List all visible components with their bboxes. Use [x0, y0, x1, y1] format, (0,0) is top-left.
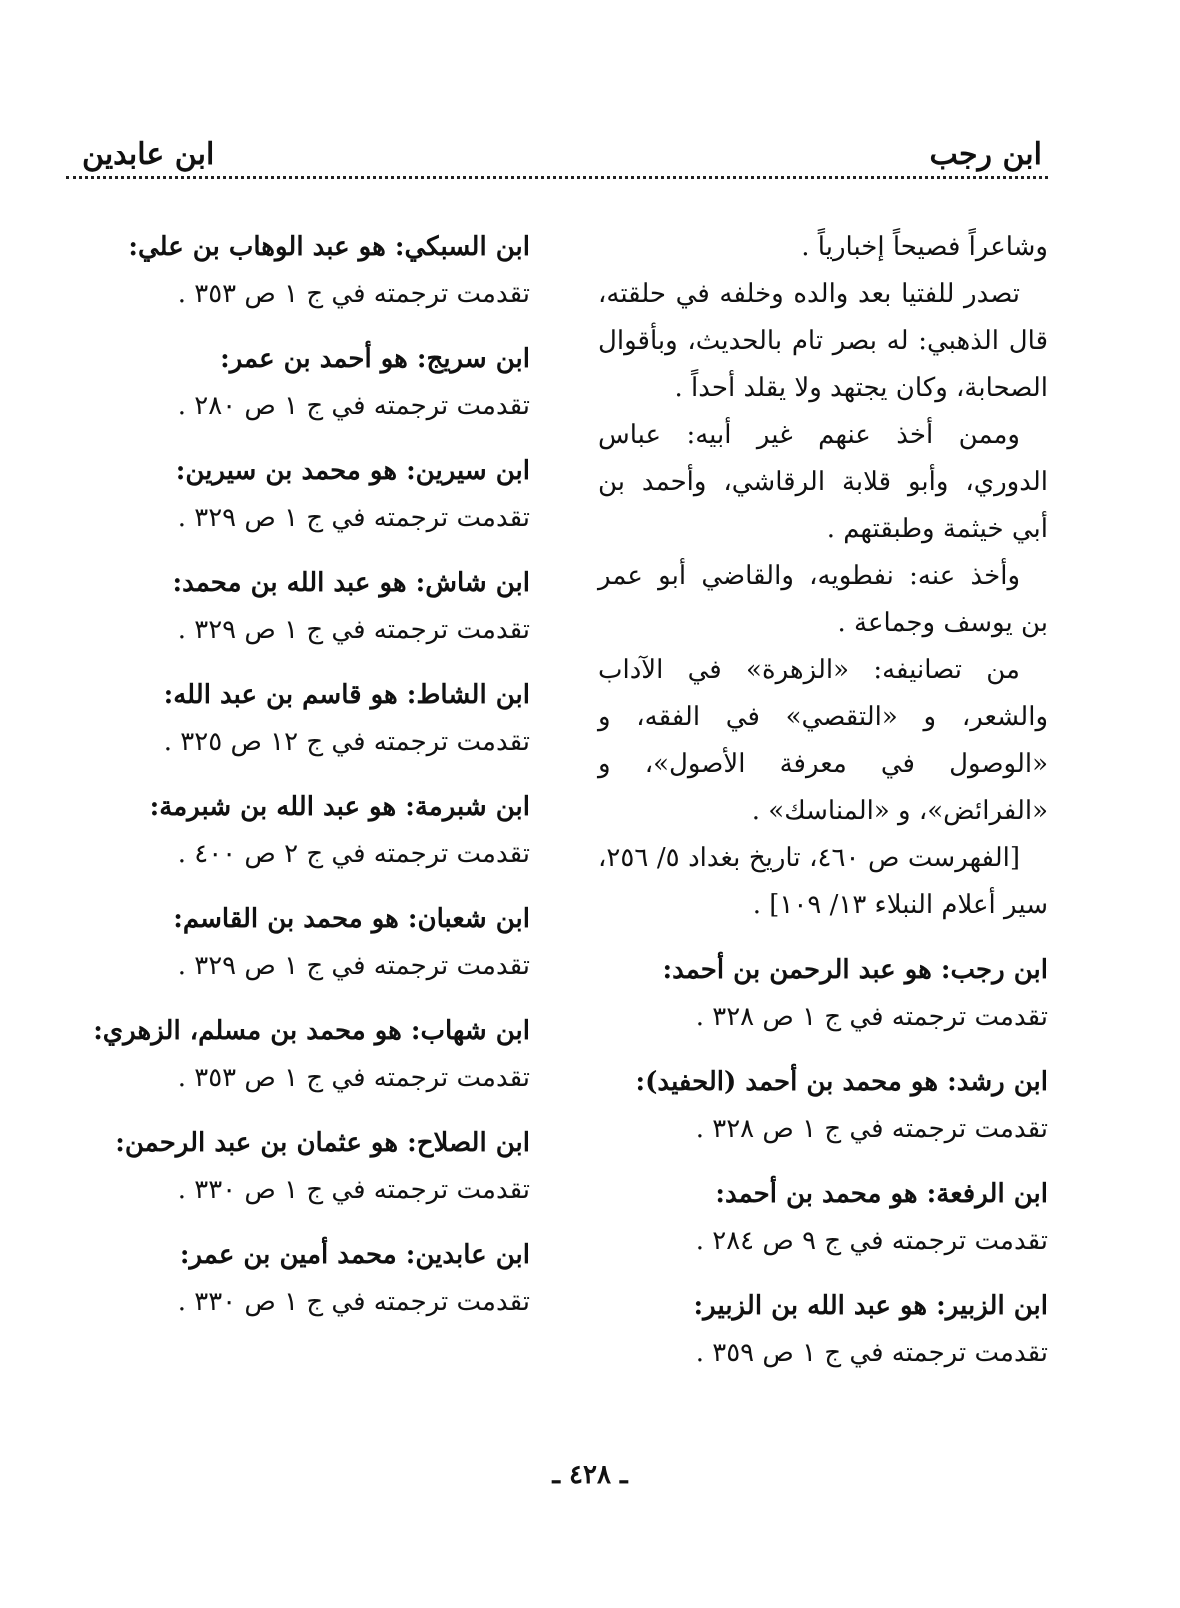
index-entry [80, 448, 530, 542]
references-paragraph: [الفهرست ص ٤٦٠، تاريخ بغداد ٥/ ٢٥٦، سير أعلام النبلاء ١٣/ ١٠٩] . [598, 843, 1048, 920]
entry-name: ابن السبكي: هو عبد الوهاب بن علي: [128, 232, 530, 262]
index-entry [80, 1008, 530, 1102]
entry-name: ابن الشاط: هو قاسم بن عبد الله: [163, 680, 530, 710]
entry-name: ابن الرفعة: هو محمد بن أحمد: [715, 1179, 1048, 1209]
page-number: ـ ٤٢٨ ـ [552, 1460, 628, 1490]
entry-reference: تقدمت ترجمته في ج ١ ص ٣٢٨ . [695, 1002, 1048, 1032]
index-entry [598, 1059, 1048, 1153]
index-entry [80, 1120, 530, 1214]
entry-name: ابن الصلاح: هو عثمان بن عبد الرحمن: [115, 1128, 530, 1158]
entry-name: ابن شهاب: هو محمد بن مسلم، الزهري: [93, 1016, 530, 1046]
entry-reference: تقدمت ترجمته في ج ١ ص ٣٣٠ . [177, 1287, 530, 1317]
spacer [598, 929, 1048, 947]
paragraph: وشاعراً فصيحاً إخبارياً . [801, 232, 1048, 262]
paragraph: وممن أخذ عنهم غير أبيه: عباس الدوري، وأبو قلابة الرقاشي، وأحمد بن أبي خيثمة وطبقتهم . [598, 420, 1048, 544]
left-column [80, 224, 530, 1344]
header-dotted-rule [66, 176, 1048, 179]
entry-reference: تقدمت ترجمته في ج ١ ص ٢٨٠ . [177, 391, 530, 421]
entry-name: ابن الزبير: هو عبد الله بن الزبير: [693, 1291, 1048, 1321]
running-head [82, 128, 1042, 172]
entry-reference: تقدمت ترجمته في ج ١ ص ٣٢٩ . [177, 615, 530, 645]
entry-reference: تقدمت ترجمته في ج ٩ ص ٢٨٤ . [695, 1226, 1048, 1256]
paragraph: من تصانيفه: «الزهرة» في الآداب والشعر، و «التقصي» في الفقه، و «الوصول في معرفة الأصول»، و «الفرائض»، و «المناسك» . [598, 655, 1048, 826]
entry-reference: تقدمت ترجمته في ج ١ ص ٣٥٩ . [695, 1338, 1048, 1368]
index-entry [80, 560, 530, 654]
entry-reference: تقدمت ترجمته في ج ٢ ص ٤٠٠ . [177, 839, 530, 869]
index-entry [80, 784, 530, 878]
entry-reference: تقدمت ترجمته في ج ١ ص ٣٥٣ . [177, 1063, 530, 1093]
entry-name: ابن رجب: هو عبد الرحمن بن أحمد: [662, 955, 1048, 985]
paragraph: تصدر للفتيا بعد والده وخلفه في حلقته، قال الذهبي: له بصر تام بالحديث، وبأقوال الصحابة، وكان يجتهد ولا يقلد أحداً . [598, 279, 1048, 403]
index-entry [80, 672, 530, 766]
index-entry [80, 224, 530, 318]
entry-reference: تقدمت ترجمته في ج ١ ص ٣٢٨ . [695, 1114, 1048, 1144]
entry-name: ابن شاش: هو عبد الله بن محمد: [172, 568, 530, 598]
entry-reference: تقدمت ترجمته في ج ١ ص ٣٣٠ . [177, 1175, 530, 1205]
entry-reference: تقدمت ترجمته في ج ١٢ ص ٣٢٥ . [163, 727, 530, 757]
index-entry [598, 947, 1048, 1041]
paragraph: وأخذ عنه: نفطويه، والقاضي أبو عمر بن يوسف وجماعة . [598, 561, 1048, 638]
entry-name: ابن شعبان: هو محمد بن القاسم: [173, 904, 530, 934]
entry-name: ابن شبرمة: هو عبد الله بن شبرمة: [149, 792, 530, 822]
running-head-left: ابن عابدين [82, 137, 215, 172]
index-entry [598, 1171, 1048, 1265]
index-entry [80, 336, 530, 430]
index-entry [598, 1283, 1048, 1377]
right-column [598, 224, 1048, 1395]
entry-name: ابن سيرين: هو محمد بن سيرين: [175, 456, 530, 486]
entry-reference: تقدمت ترجمته في ج ١ ص ٣٢٩ . [177, 503, 530, 533]
index-entry [80, 1232, 530, 1326]
entry-name: ابن عابدين: محمد أمين بن عمر: [179, 1240, 530, 1270]
running-head-right: ابن رجب [929, 137, 1042, 172]
entry-name: ابن رشد: هو محمد بن أحمد (الحفيد): [635, 1067, 1048, 1097]
index-entry [80, 896, 530, 990]
entry-reference: تقدمت ترجمته في ج ١ ص ٣٢٩ . [177, 951, 530, 981]
entry-reference: تقدمت ترجمته في ج ١ ص ٣٥٣ . [177, 279, 530, 309]
entry-name: ابن سريج: هو أحمد بن عمر: [220, 344, 530, 374]
